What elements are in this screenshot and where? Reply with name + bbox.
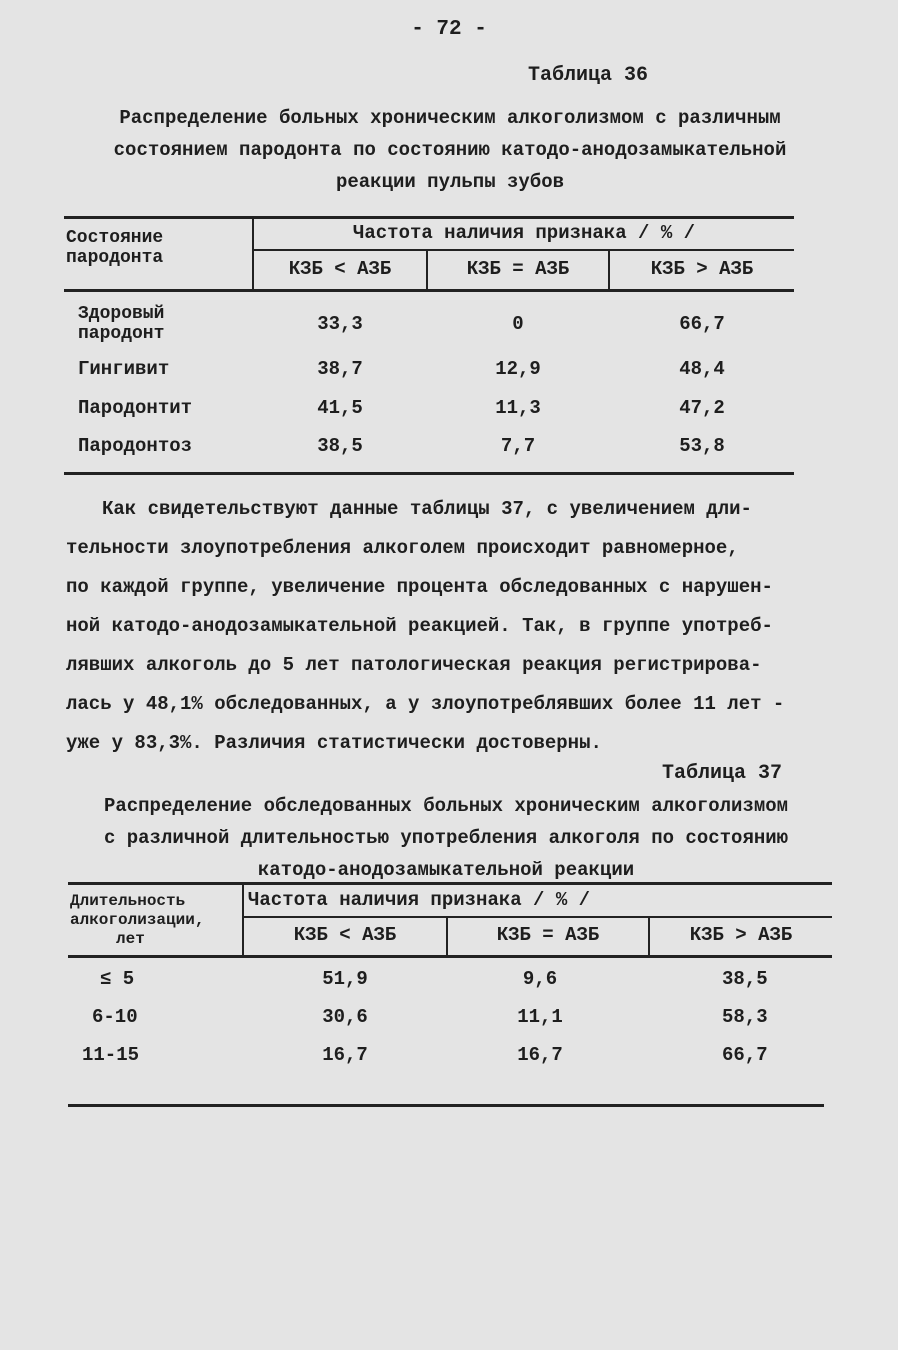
table-cell: 30,6 [322, 1006, 368, 1028]
table-cell: 66,7 [722, 1044, 768, 1066]
table-rule [252, 249, 794, 251]
column-header-kzb-equal: КЗБ = АЗБ [496, 924, 600, 946]
table-cell: 66,7 [679, 313, 725, 335]
caption-line: состоянием пародонта по состоянию катодо-анодозамыкательной [113, 139, 787, 161]
table-cell: 38,5 [722, 968, 768, 990]
table-rule [64, 289, 794, 292]
table-cell: 12,9 [495, 358, 541, 380]
paragraph-line: Как свидетельствуют данные таблицы 37, с увеличением дли- [102, 498, 752, 520]
table-36-label: Таблица 36 [528, 64, 649, 87]
table-rule [64, 472, 794, 475]
table-row-label: Гингивит [78, 358, 170, 380]
table-37-label: Таблица 37 [662, 762, 783, 785]
table-cell: 11,1 [517, 1006, 563, 1028]
column-group-header: Частота наличия признака / % / [352, 222, 696, 244]
column-header-duration: Длительность алкоголизации, лет [70, 892, 205, 948]
caption-line: катодо-анодозамыкательной реакции [257, 859, 635, 881]
column-header-kzb-equal: КЗБ = АЗБ [466, 258, 570, 280]
table-row-label: ≤ 5 [100, 968, 135, 990]
table-cell: 38,5 [317, 435, 363, 457]
table-cell: 48,4 [679, 358, 725, 380]
table-cell: 33,3 [317, 313, 363, 335]
paragraph-line: лявших алкоголь до 5 лет патологическая реакция регистрирова- [66, 654, 762, 676]
table-cell: 7,7 [500, 435, 536, 457]
table-rule [68, 955, 832, 958]
paragraph-line: ной катодо-анодозамыкательной реакцией. Так, в группе употреб- [66, 615, 773, 637]
table-row-label: Пародонтит [78, 397, 193, 419]
table-rule [64, 216, 794, 219]
table-36-caption [60, 102, 840, 198]
caption-line: Распределение больных хроническим алкоголизмом с различным [119, 107, 781, 129]
body-paragraph [66, 490, 826, 763]
table-cell: 16,7 [517, 1044, 563, 1066]
paragraph-line: лась у 48,1% обследованных, а у злоупотреблявших более 11 лет - [66, 693, 785, 715]
column-group-header: Частота наличия признака / % / [248, 889, 591, 911]
column-header-kzb-greater: КЗБ > АЗБ [650, 258, 754, 280]
table-cell: 38,7 [317, 358, 363, 380]
table-rule [68, 882, 832, 885]
paragraph-line: по каждой группе, увеличение процента обследованных с нарушен- [66, 576, 773, 598]
table-cell: 53,8 [679, 435, 725, 457]
table-rule [68, 1104, 824, 1107]
column-header-kzb-greater: КЗБ > АЗБ [689, 924, 793, 946]
table-cell: 0 [512, 313, 524, 335]
paragraph-line: тельности злоупотребления алкоголем происходит равномерное, [66, 537, 739, 559]
caption-line: реакции пульпы зубов [335, 171, 565, 193]
table-row-label: 6-10 [92, 1006, 138, 1028]
table-cell: 47,2 [679, 397, 725, 419]
table-cell: 16,7 [322, 1044, 368, 1066]
table-row-label: Пародонтоз [78, 435, 193, 457]
column-header-kzb-less: КЗБ < АЗБ [288, 258, 392, 280]
table-rule [242, 916, 832, 918]
table-37-caption [66, 790, 826, 886]
table-cell: 41,5 [317, 397, 363, 419]
table-row-label: Здоровый пародонт [78, 304, 165, 344]
column-header-kzb-less: КЗБ < АЗБ [293, 924, 397, 946]
table-cell: 51,9 [322, 968, 368, 990]
paragraph-line: уже у 83,3%. Различия статистически достоверны. [66, 732, 602, 754]
caption-line: Распределение обследованных больных хроническим алкоголизмом [103, 795, 789, 817]
table-row-label: 11-15 [82, 1044, 140, 1066]
page-number: - 72 - [411, 18, 487, 41]
caption-line: с различной длительностью употребления алкоголя по состоянию [103, 827, 789, 849]
table-cell: 58,3 [722, 1006, 768, 1028]
column-header-state: Состояние пародонта [66, 228, 164, 268]
table-cell: 9,6 [522, 968, 558, 990]
table-cell: 11,3 [495, 397, 541, 419]
